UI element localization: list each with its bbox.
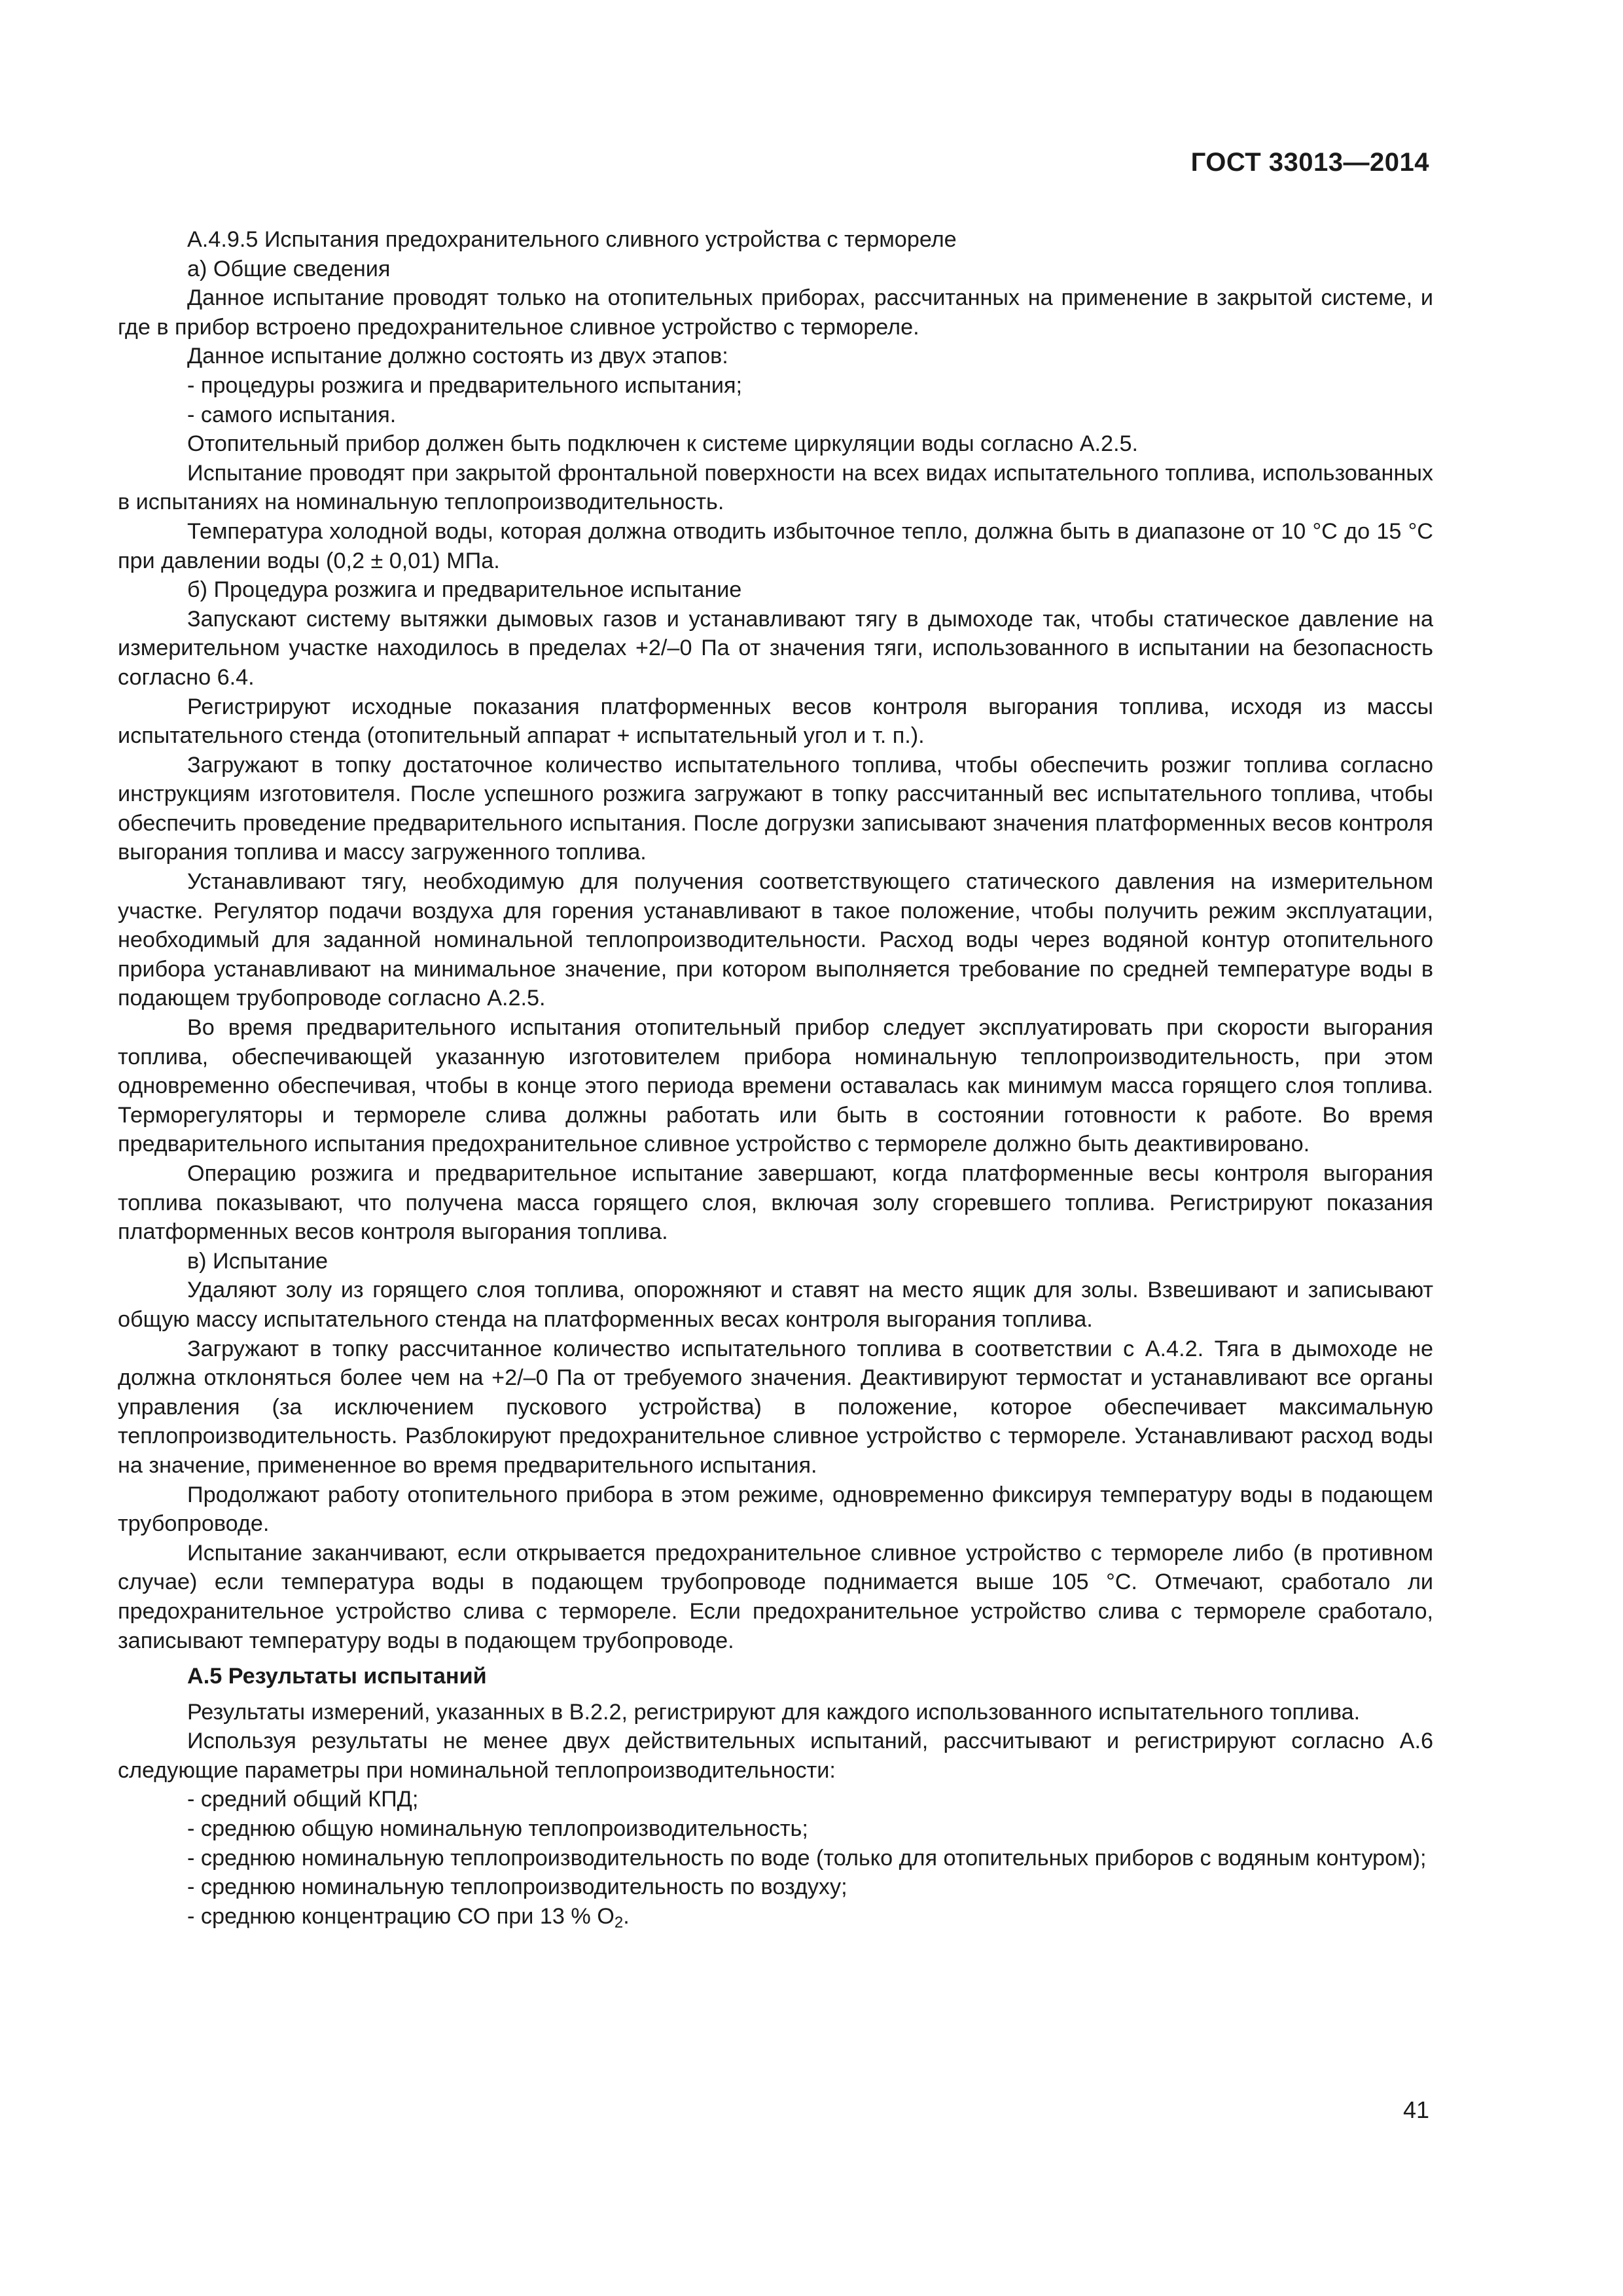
paragraph: Запускают систему вытяжки дымовых газов и устанавливают тягу в дымоходе так, чтобы статическое давление на измерительном участке находилось в пределах +2/–0 Па от значения тяги, использованного в испытании на безопасность согласно 6.4. <box>118 606 1433 690</box>
paragraph: Загружают в топку рассчитанное количество испытательного топлива в соответствии с А.4.2. Тяга в дымоходе не должна отклоняться более чем на +2/–0 Па от требуемого значения. Деактивируют термостат и устанавливают все органы управления (за исключением пускового устройства) в положение, которое обеспечивает максимальную теплопроизводительность. Разблокируют предохранительное сливное устройство с термореле. Устанавливают расход воды на значение, примененное во время предварительного испытания. <box>118 1336 1433 1478</box>
subsection-b-procedure: б) Процедура розжига и предварительное испытание <box>187 577 742 603</box>
list-item: - самого испытания. <box>187 402 397 427</box>
section-heading-a-5: А.5 Результаты испытаний <box>187 1664 487 1689</box>
subscript-2: 2 <box>614 1913 624 1931</box>
paragraph: Отопительный прибор должен быть подключен к системе циркуляции воды согласно А.2.5. <box>187 431 1139 457</box>
paragraph: Данное испытание должно состоять из двух этапов: <box>187 344 728 369</box>
list-item-text: - среднюю концентрацию СО при 13 % О <box>187 1903 615 1929</box>
document-body <box>118 225 1433 1931</box>
paragraph: Удаляют золу из горящего слоя топлива, опорожняют и ставят на место ящик для золы. Взвешивают и записывают общую массу испытательного стенда на платформенных весах контроля выгорания топлива. <box>118 1278 1433 1332</box>
paragraph: Во время предварительного испытания отопительный прибор следует эксплуатировать при скорости выгорания топлива, обеспечивающей указанную изготовителем прибора номинальную теплопроизводительность, при этом одновременно обеспечивая, чтобы в конце этого периода времени оставалась как минимум масса горящего слоя топлива. Терморегуляторы и термореле слива должны работать или быть в состоянии готовности к работе. Во время предварительного испытания предохранительное сливное устройство с термореле должно быть деактивировано. <box>118 1015 1433 1157</box>
paragraph: Операцию розжига и предварительное испытание завершают, когда платформенные весы контроля выгорания топлива показывают, что получена масса горящего слоя, включая золу сгоревшего топлива. Регистрируют показания платформенных весов контроля выгорания топлива. <box>118 1161 1433 1245</box>
paragraph: Используя результаты не менее двух действительных испытаний, рассчитывают и регистрируют согласно А.6 следующие параметры при номинальной теплопроизводительности: <box>118 1729 1433 1783</box>
paragraph: Регистрируют исходные показания платформенных весов контроля выгорания топлива, исходя из массы испытательного стенда (отопительный аппарат + испытательный угол и т. п.). <box>118 694 1433 749</box>
subsection-v-test: в) Испытание <box>187 1248 329 1274</box>
list-item: - среднюю общую номинальную теплопроизводительность; <box>187 1816 808 1842</box>
list-item: - среднюю номинальную теплопроизводительность по воде (только для отопительных приборов с водяным контуром); <box>187 1845 1427 1871</box>
page-number: 41 <box>1402 2096 1429 2123</box>
paragraph: Испытание заканчивают, если открывается предохранительное сливное устройство с термореле либо (в противном случае) если температура воды в подающем трубопроводе поднимается выше 105 °С. Отмечают, сработало ли предохранительное устройство слива с термореле. Если предохранительное устройство слива с термореле сработало, записывают температуру воды в подающем трубопроводе. <box>118 1540 1433 1653</box>
clause-a-4-9-5-title: А.4.9.5 Испытания предохранительного сливного устройства с термореле <box>187 227 957 252</box>
paragraph: Результаты измерений, указанных в В.2.2, регистрируют для каждого использованного испытательного топлива. <box>187 1699 1361 1725</box>
paragraph: Продолжают работу отопительного прибора в этом режиме, одновременно фиксируя температуру воды в подающем трубопроводе. <box>118 1482 1433 1537</box>
paragraph: Данное испытание проводят только на отопительных приборах, рассчитанных на применение в закрытой системе, и где в прибор встроено предохранительное сливное устройство с термореле. <box>118 285 1433 340</box>
list-item: - среднюю номинальную теплопроизводительность по воздуху; <box>187 1874 847 1900</box>
list-item: - средний общий КПД; <box>187 1787 419 1812</box>
list-item-co-concentration <box>118 1902 1433 1931</box>
subsection-a-general: а) Общие сведения <box>187 256 391 281</box>
paragraph: Загружают в топку достаточное количество испытательного топлива, чтобы обеспечить розжиг топлива согласно инструкциям изготовителя. После успешного розжига загружают в топку рассчитанный вес испытательного топлива, чтобы обеспечить проведение предварительного испытания. После догрузки записывают значения платформенных весов контроля выгорания топлива и массу загруженного топлива. <box>118 752 1433 865</box>
paragraph: Устанавливают тягу, необходимую для получения соответствующего статического давления на измерительном участке. Регулятор подачи воздуха для горения устанавливают в такое положение, чтобы получить режим эксплуатации, необходимый для заданной номинальной теплопроизводительности. Расход воды через водяной контур отопительного прибора устанавливают на минимальное значение, при котором выполняется требование по средней температуре воды в подающем трубопроводе согласно А.2.5. <box>118 869 1433 1011</box>
document-id-header: ГОСТ 33013—2014 <box>1190 148 1429 177</box>
list-item: - процедуры розжига и предварительного испытания; <box>187 372 742 398</box>
paragraph: Испытание проводят при закрытой фронтальной поверхности на всех видах испытательного топлива, использованных в испытаниях на номинальную теплопроизводительность. <box>118 460 1433 515</box>
list-item-tail: . <box>623 1903 630 1929</box>
paragraph: Температура холодной воды, которая должна отводить избыточное тепло, должна быть в диапазоне от 10 °С до 15 °С при давлении воды (0,2 ± 0,01) МПа. <box>118 518 1433 573</box>
